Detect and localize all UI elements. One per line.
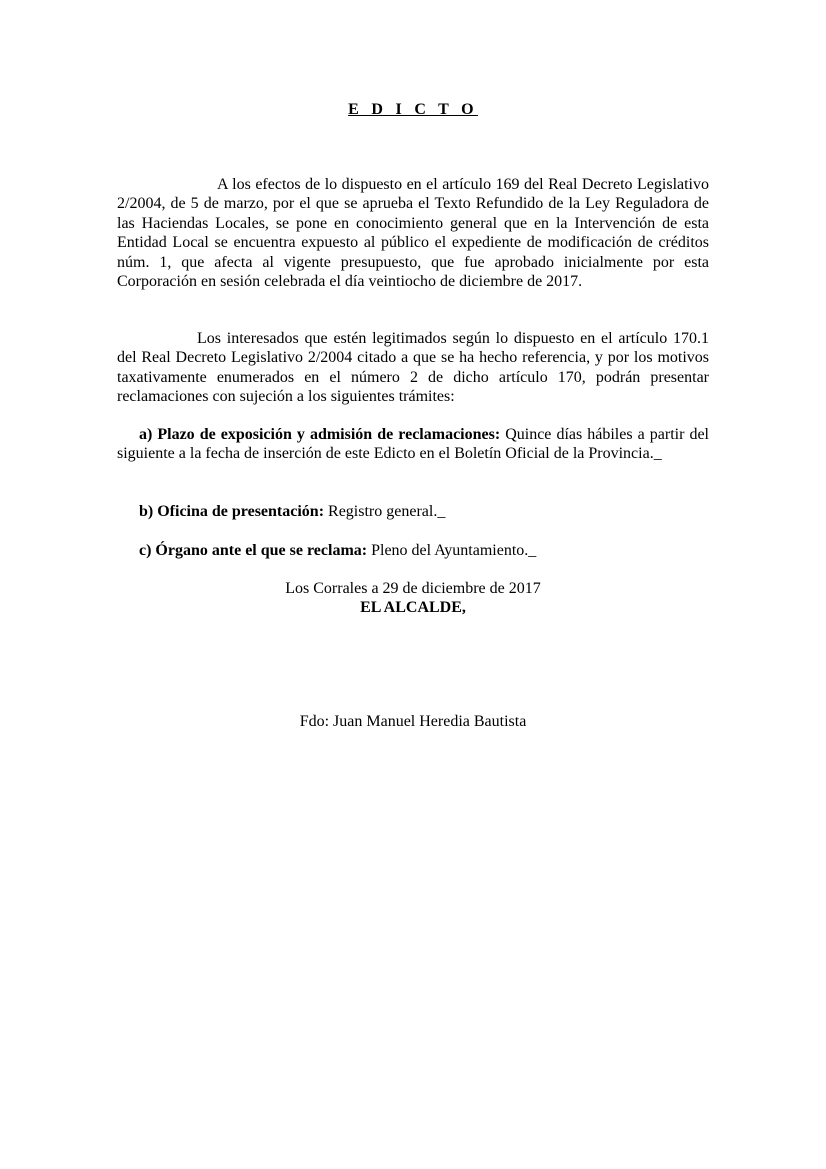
- procedure-item-label: c) Órgano ante el que se reclama:: [139, 542, 368, 559]
- signer-title: EL ALCALDE,: [360, 599, 466, 616]
- paragraph-interested-parties: Los interesados que estén legitimados según lo dispuesto en el artículo 170.1 del Real Decreto Legislativo 2/2004 citado a que se ha hecho referencia, y por los motivos taxativamente enumerados en el número 2 de dicho artículo 170, podrán presentar reclamaciones con sujeción a los siguientes trámites:: [117, 330, 709, 406]
- paragraph-intro: A los efectos de lo dispuesto en el artículo 169 del Real Decreto Legislativo 2/2004, de 5 de marzo, por el que se aprueba el Texto Refundido de la Ley Reguladora de las Haciendas Locales, se pone en conocimiento general que en la Intervención de esta Entidad Local se encuentra expuesto al público el expediente de modificación de créditos núm. 1, que afecta al vigente presupuesto, que fue aprobado inicialmente por esta Corporación en sesión celebrada el día veintiocho de diciembre de 2017.: [117, 176, 709, 291]
- procedure-item-text: Registro general._: [324, 503, 446, 520]
- procedure-item-label: a) Plazo de exposición y admisión de reclamaciones:: [139, 426, 501, 443]
- procedure-item-text: Pleno del Ayuntamiento._: [367, 542, 537, 559]
- place-and-date: Los Corrales a 29 de diciembre de 2017: [285, 580, 541, 597]
- procedure-item-exposure-period: [117, 425, 709, 464]
- document-title: E D I C T O: [348, 101, 478, 118]
- signature-line: Fdo: Juan Manuel Heredia Bautista: [299, 713, 527, 730]
- procedure-item-office: [117, 502, 709, 521]
- procedure-item-text: Quince días hábiles a partir del siguiente a la fecha de inserción de este Edicto en el Boletín Oficial de la Provincia._: [117, 426, 709, 463]
- procedure-item-body: [117, 541, 709, 560]
- procedure-item-label: b) Oficina de presentación:: [139, 503, 325, 520]
